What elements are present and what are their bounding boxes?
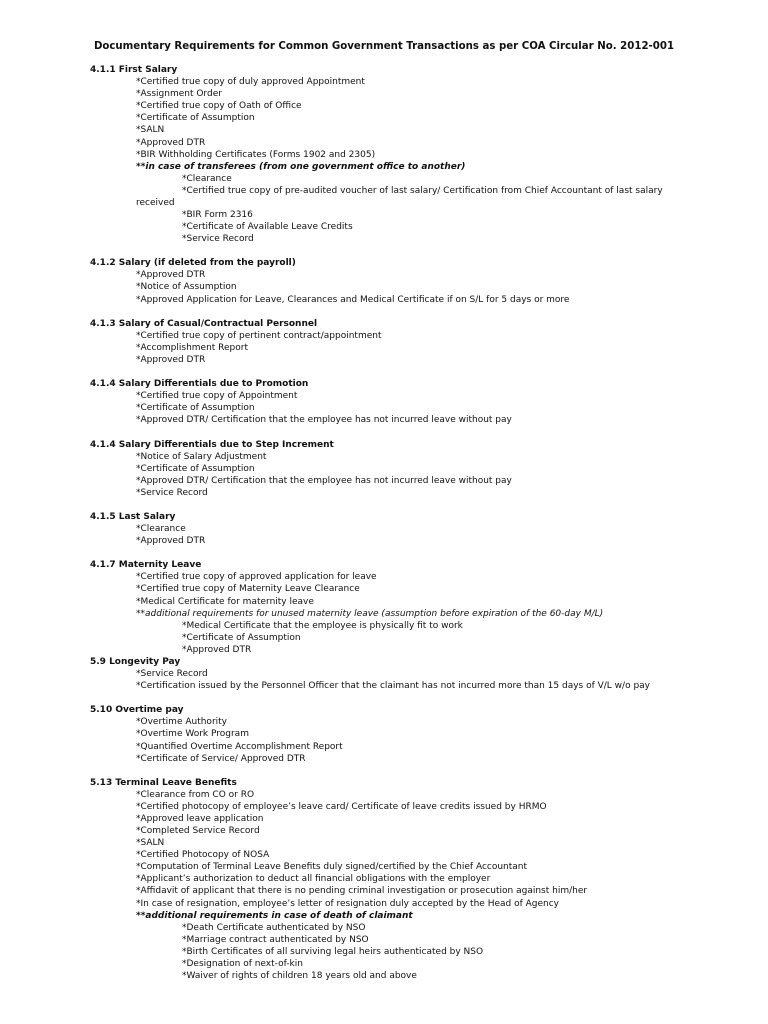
subsection-note: **additional requirements for unused maternity leave (assumption before expiration of the 60-day M/L) bbox=[136, 608, 604, 619]
document-title: Documentary Requirements for Common Government Transactions as per COA Circular No. 2012-001 bbox=[93, 41, 675, 52]
requirement-item: *Approved DTR bbox=[136, 270, 206, 281]
section-heading: 4.1.7 Maternity Leave bbox=[90, 560, 202, 571]
requirement-item: *Certificate of Assumption bbox=[182, 632, 301, 643]
requirement-item: *Computation of Terminal Leave Benefits duly signed/certified by the Chief Accountant bbox=[136, 862, 528, 873]
requirement-item: *Service Record bbox=[136, 487, 208, 498]
requirement-item: *Service Record bbox=[136, 669, 208, 679]
section-heading: 4.1.4 Salary Differentials due to Promotion bbox=[90, 379, 309, 390]
requirement-item: *Assignment Order bbox=[136, 89, 222, 100]
requirement-item: *Approved DTR/ Certification that the employee has not incurred leave without pay bbox=[136, 475, 512, 486]
requirement-item: *Notice of Salary Adjustment bbox=[136, 451, 267, 462]
requirement-item: *Certified true copy of Maternity Leave Clearance bbox=[136, 584, 360, 595]
requirement-item: *Approved Application for Leave, Clearances and Medical Certificate if on S/L for 5 days or more bbox=[136, 294, 570, 305]
requirement-item: *Approved leave application bbox=[136, 814, 264, 824]
requirement-item: *Certified Photocopy of NOSA bbox=[136, 850, 270, 861]
requirement-item: *Certified photocopy of employee’s leave card/ Certificate of leave credits issued by HRMO bbox=[136, 801, 547, 812]
requirement-item: *BIR Form 2316 bbox=[182, 210, 253, 220]
requirement-item: *Certified true copy of pre-audited voucher of last salary/ Certification from Chief Accountant of last salary bbox=[182, 185, 663, 196]
requirement-item: *Approved DTR bbox=[136, 354, 206, 365]
requirement-item: *Medical Certificate for maternity leave bbox=[136, 596, 314, 607]
requirement-item: received bbox=[136, 197, 175, 208]
section-heading: 4.1.2 Salary (if deleted from the payroll) bbox=[90, 258, 296, 269]
requirement-item: *Clearance bbox=[136, 524, 186, 534]
requirement-item: *Marriage contract authenticated by NSO bbox=[182, 934, 369, 945]
requirement-item: *Clearance from CO or RO bbox=[136, 789, 255, 800]
requirement-item: *Certified true copy of Appointment bbox=[136, 391, 298, 402]
requirement-item: *Certificate of Assumption bbox=[136, 463, 255, 474]
section-heading: 4.1.3 Salary of Casual/Contractual Personnel bbox=[90, 318, 318, 329]
requirement-item: *SALN bbox=[136, 838, 165, 849]
requirement-item: *BIR Withholding Certificates (Forms 1902 and 2305) bbox=[136, 149, 376, 160]
requirement-item: *Approved DTR bbox=[136, 536, 206, 547]
section-heading: 4.1.5 Last Salary bbox=[90, 512, 176, 522]
requirement-item: *Approved DTR bbox=[136, 137, 206, 148]
section-heading: 5.9 Longevity Pay bbox=[90, 656, 181, 667]
requirement-item: *Completed Service Record bbox=[136, 826, 260, 836]
section-heading: 5.13 Terminal Leave Benefits bbox=[90, 777, 237, 788]
requirement-item: *Certificate of Service/ Approved DTR bbox=[136, 753, 306, 764]
requirement-item: *Certified true copy of pertinent contract/appointment bbox=[136, 330, 382, 341]
requirement-item: *Service Record bbox=[182, 234, 254, 245]
requirement-item: *Certified true copy of duly approved Appointment bbox=[136, 77, 365, 88]
requirement-item: *SALN bbox=[136, 125, 165, 136]
subsection-note: **additional requirements in case of death of claimant bbox=[136, 910, 413, 921]
requirement-item: *Approved DTR bbox=[182, 644, 252, 655]
requirement-item: *Overtime Authority bbox=[136, 717, 227, 728]
requirement-item: *Applicant’s authorization to deduct all financial obligations with the employer bbox=[136, 874, 491, 885]
requirement-item: *Quantified Overtime Accomplishment Report bbox=[136, 741, 343, 752]
requirement-item: *Waiver of rights of children 18 years old and above bbox=[182, 971, 417, 981]
requirement-item: *Medical Certificate that the employee is physically fit to work bbox=[182, 620, 463, 631]
requirement-item: *Accomplishment Report bbox=[136, 342, 249, 353]
requirement-item: *In case of resignation, employee’s letter of resignation duly accepted by the Head of Agency bbox=[136, 898, 560, 909]
requirement-item: *Approved DTR/ Certification that the employee has not incurred leave without pay bbox=[136, 415, 512, 426]
requirement-item: *Designation of next-of-kin bbox=[182, 958, 303, 969]
requirement-item: *Affidavit of applicant that there is no pending criminal investigation or prosecution against him/her bbox=[136, 886, 588, 897]
requirement-item: *Certificate of Available Leave Credits bbox=[182, 222, 353, 232]
requirement-item: *Certified true copy of Oath of Office bbox=[136, 101, 302, 112]
section-heading: 4.1.4 Salary Differentials due to Step Increment bbox=[90, 439, 334, 450]
requirement-item: *Certified true copy of approved application for leave bbox=[136, 572, 377, 583]
requirement-item: *Certificate of Assumption bbox=[136, 403, 255, 414]
requirement-item: *Notice of Assumption bbox=[136, 282, 237, 293]
requirement-item: *Overtime Work Program bbox=[136, 729, 249, 740]
requirement-item: *Certification issued by the Personnel Officer that the claimant has not incurred more than 15 days of V/L w/o pay bbox=[136, 681, 650, 692]
subsection-note: **in case of transferees (from one government office to another) bbox=[136, 161, 466, 172]
requirement-item: *Certificate of Assumption bbox=[136, 113, 255, 124]
section-heading: 5.10 Overtime pay bbox=[90, 705, 184, 716]
requirement-item: *Death Certificate authenticated by NSO bbox=[182, 922, 366, 933]
section-heading: 4.1.1 First Salary bbox=[90, 65, 178, 75]
requirement-item: *Birth Certificates of all surviving legal heirs authenticated by NSO bbox=[182, 946, 484, 957]
requirement-item: *Clearance bbox=[182, 173, 232, 184]
